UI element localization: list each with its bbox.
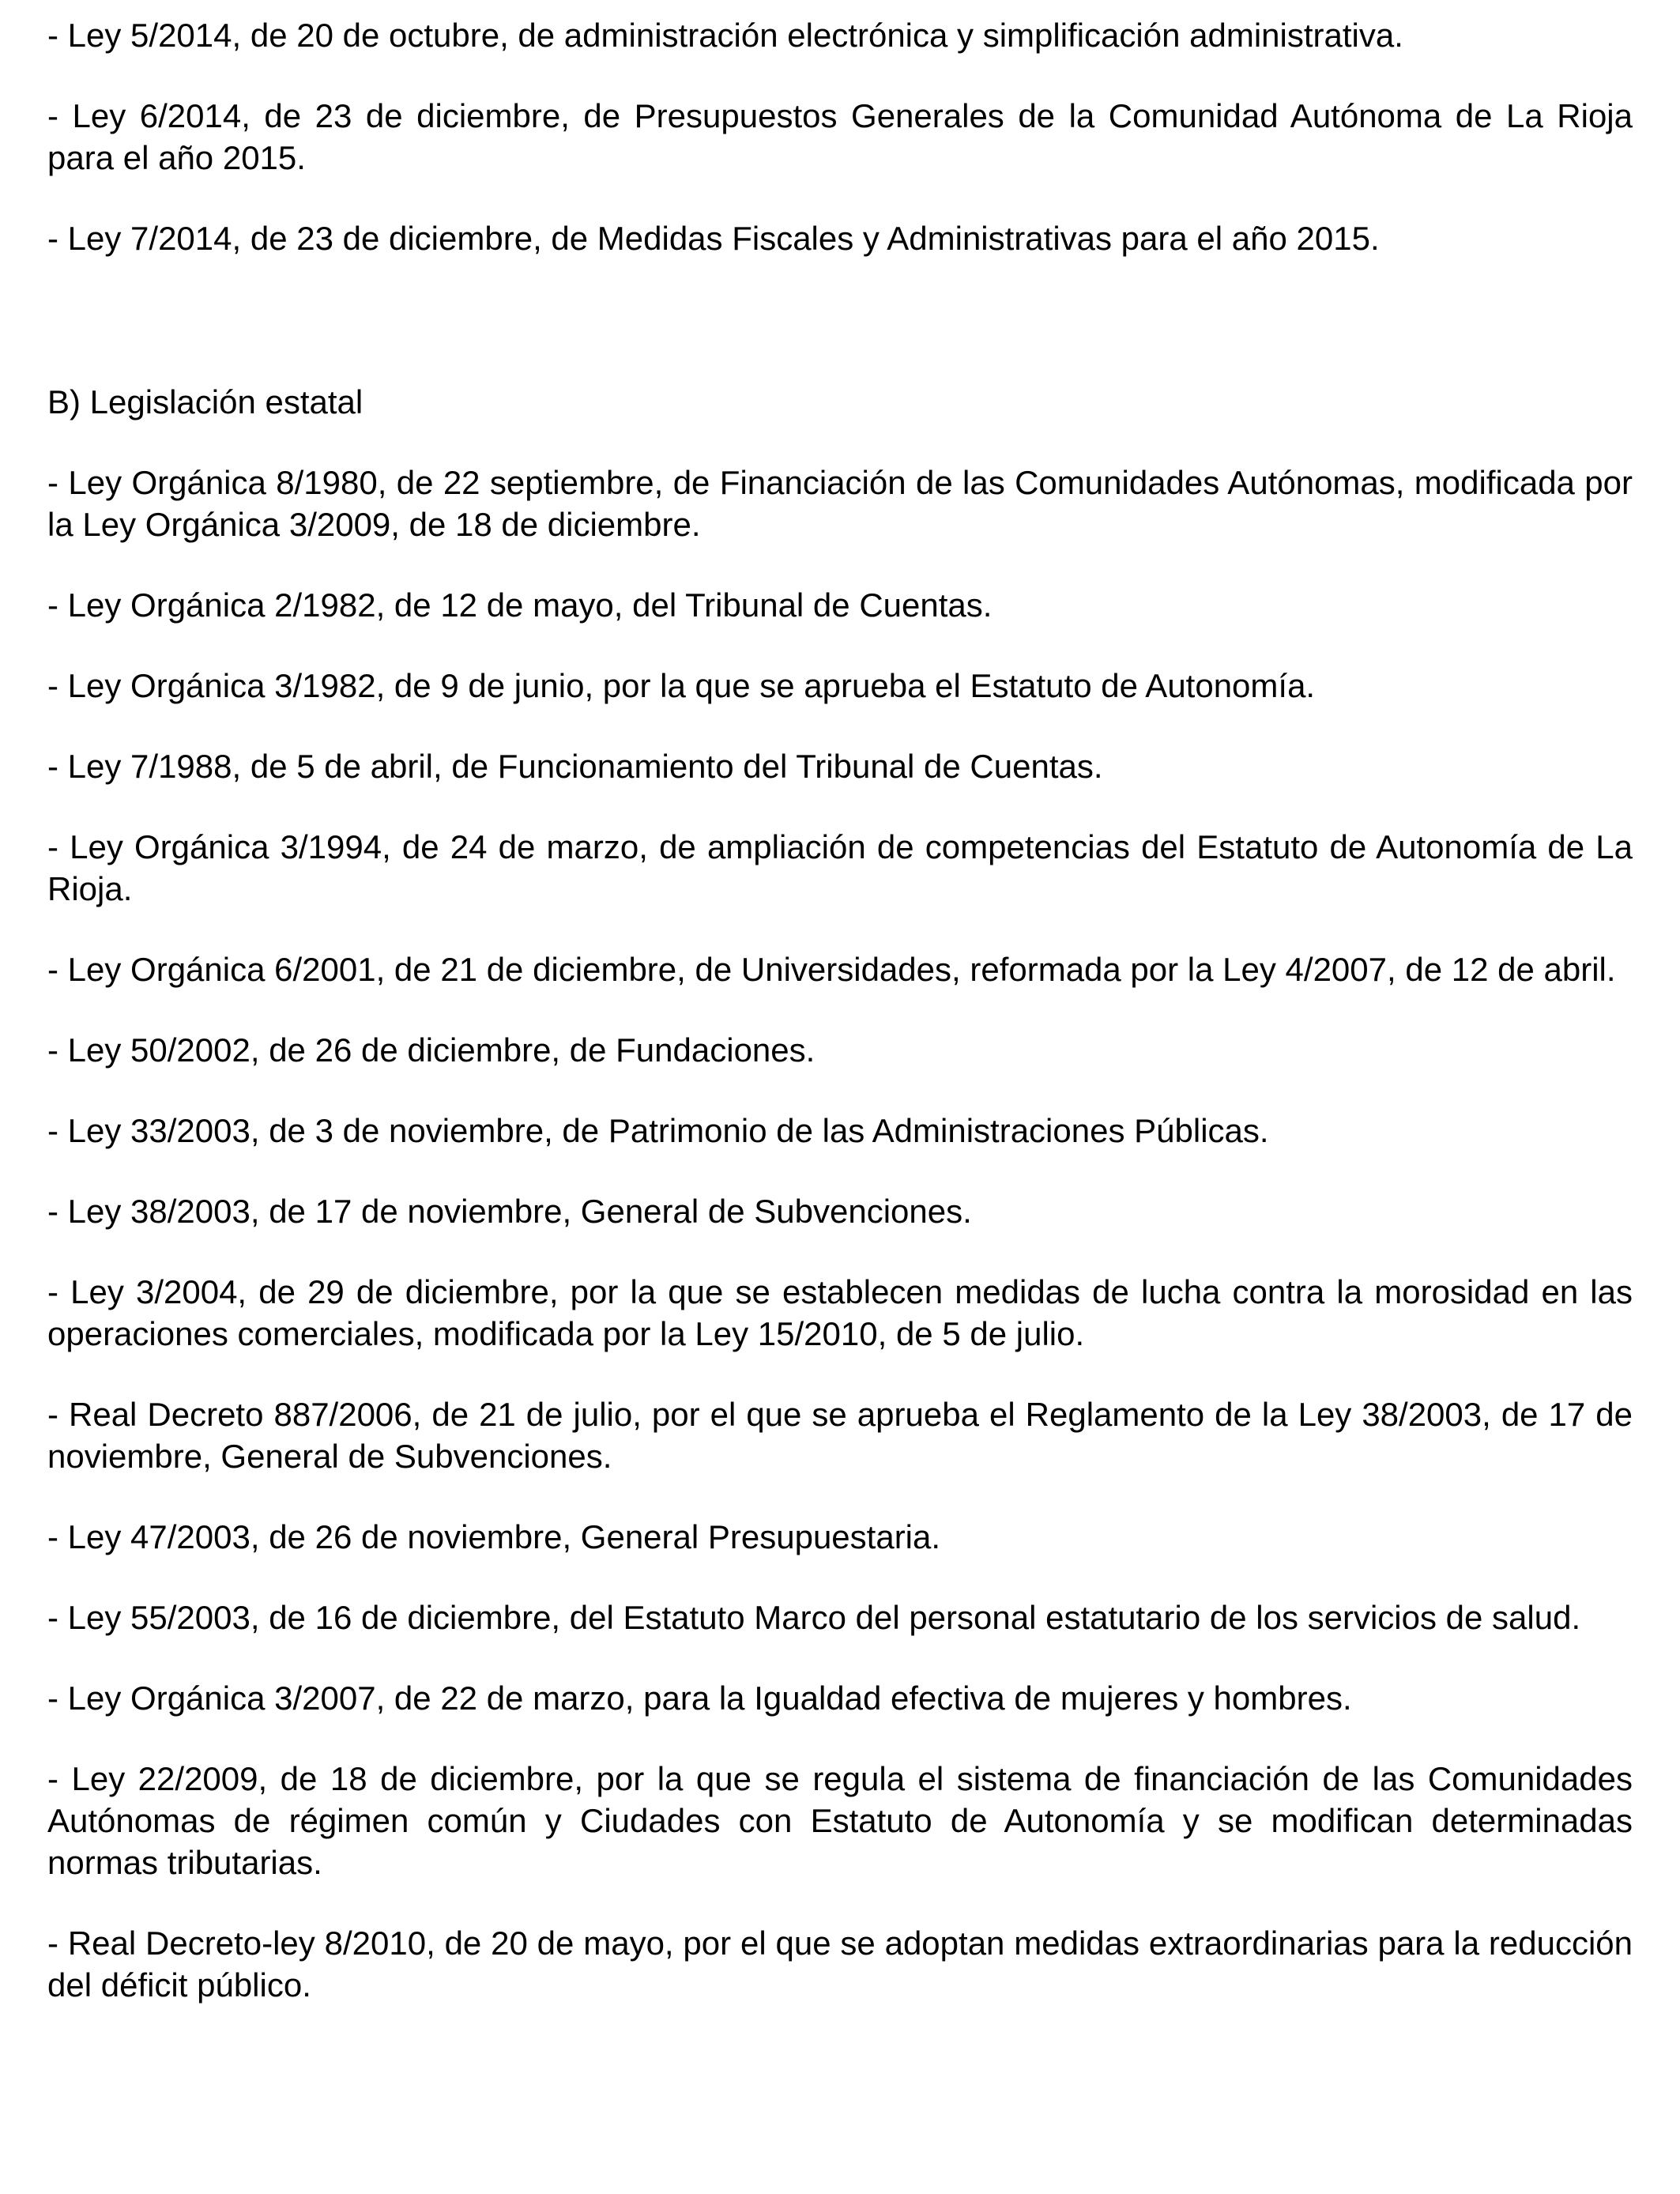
- state-law-item: - Ley Orgánica 2/1982, de 12 de mayo, del Tribunal de Cuentas.: [47, 586, 993, 624]
- regional-law-item: - Ley 5/2014, de 20 de octubre, de administración electrónica y simplificación administrativa.: [47, 17, 1403, 54]
- state-law-item: - Ley 55/2003, de 16 de diciembre, del Estatuto Marco del personal estatutario de los servicios de salud.: [47, 1599, 1581, 1636]
- state-law-item: - Ley 50/2002, de 26 de diciembre, de Fundaciones.: [47, 1031, 816, 1069]
- state-law-item: - Real Decreto 887/2006, de 21 de julio, por el que se aprueba el Reglamento de la Ley 38/2003, de 17 de noviembre, General de Subvenciones.: [47, 1396, 1633, 1475]
- state-law-item: - Ley 47/2003, de 26 de noviembre, General Presupuestaria.: [47, 1518, 941, 1555]
- regional-law-item: - Ley 7/2014, de 23 de diciembre, de Medidas Fiscales y Administrativas para el año 2015.: [47, 220, 1380, 257]
- state-law-item: - Ley Orgánica 8/1980, de 22 septiembre, de Financiación de las Comunidades Autónomas, modificada por la Ley Orgánica 3/2009, de 18 de diciembre.: [47, 464, 1633, 543]
- state-law-item: - Ley 7/1988, de 5 de abril, de Funcionamiento del Tribunal de Cuentas.: [47, 748, 1103, 785]
- state-law-item: - Ley 3/2004, de 29 de diciembre, por la que se establecen medidas de lucha contra la morosidad en las operaciones comerciales, modificada por la Ley 15/2010, de 5 de julio.: [47, 1273, 1633, 1352]
- state-law-item: - Ley Orgánica 6/2001, de 21 de diciembre, de Universidades, reformada por la Ley 4/2007, de 12 de abril.: [47, 951, 1616, 988]
- state-law-item: - Ley 33/2003, de 3 de noviembre, de Patrimonio de las Administraciones Públicas.: [47, 1112, 1269, 1149]
- section-heading: B) Legislación estatal: [47, 383, 363, 420]
- state-law-item: - Ley Orgánica 3/2007, de 22 de marzo, para la Igualdad efectiva de mujeres y hombres.: [47, 1679, 1352, 1717]
- state-law-item: - Ley 38/2003, de 17 de noviembre, General de Subvenciones.: [47, 1193, 972, 1230]
- regional-law-item: - Ley 6/2014, de 23 de diciembre, de Presupuestos Generales de la Comunidad Autónoma de La Rioja para el año 2015.: [47, 97, 1633, 176]
- state-law-item: - Real Decreto-ley 8/2010, de 20 de mayo, por el que se adoptan medidas extraordinarias para la reducción del déficit público.: [47, 1924, 1633, 2004]
- state-law-item: - Ley 22/2009, de 18 de diciembre, por la que se regula el sistema de financiación de las Comunidades Autónomas de régimen común y Ciudades con Estatuto de Autonomía y se modifican determinadas normas tributarias.: [47, 1760, 1633, 1881]
- state-law-item: - Ley Orgánica 3/1982, de 9 de junio, por la que se aprueba el Estatuto de Autonomía.: [47, 667, 1316, 704]
- state-law-item: - Ley Orgánica 3/1994, de 24 de marzo, de ampliación de competencias del Estatuto de Autonomía de La Rioja.: [47, 828, 1633, 907]
- section-spacer: [47, 298, 1633, 381]
- document-page: [47, 14, 1633, 2006]
